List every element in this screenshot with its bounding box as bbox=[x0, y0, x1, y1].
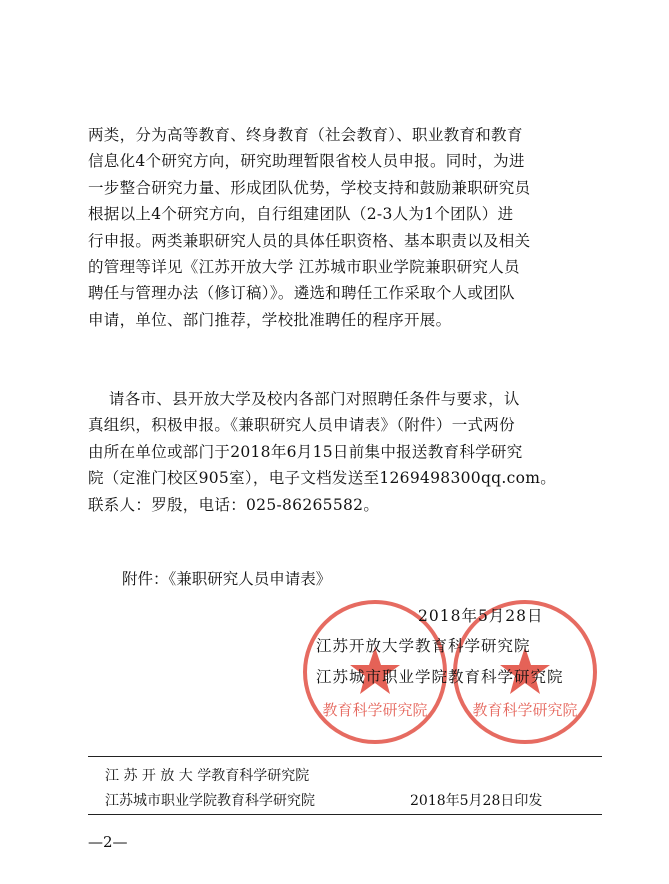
paragraph-line: 行申报。两类兼职研究人员的具体任职资格、基本职责以及相关 bbox=[88, 231, 531, 250]
body-paragraph-2 bbox=[88, 386, 594, 518]
signature-org-1: 江苏开放大学教育科学研究院 bbox=[316, 637, 531, 655]
paragraph-line: 信息化4个研究方向，研究助理暂限省校人员申报。同时，为进 bbox=[88, 152, 525, 171]
seal-right-text: 教育科学研究院 bbox=[472, 701, 578, 719]
paragraph-line: 两类，分为高等教育、终身教育（社会教育）、职业教育和教育 bbox=[88, 126, 523, 144]
paragraph-line: 真组织，积极申报。《兼职研究人员申请表》（附件）一式两份 bbox=[88, 416, 515, 435]
signature-org-2: 江苏城市职业学院教育科学研究院 bbox=[316, 668, 564, 686]
page-number: —2— bbox=[88, 833, 128, 851]
body-paragraph-1 bbox=[88, 122, 594, 333]
paragraph-line: 院（定淮门校区905室），电子文档发送至1269498300qq.com。 bbox=[88, 469, 557, 488]
attachment-note: 附件：《兼职研究人员申请表》 bbox=[122, 570, 332, 588]
signature-date: 2018年5月28日 bbox=[418, 607, 544, 625]
paragraph-line: 联系人：罗殷，电话：025-86265582。 bbox=[88, 495, 380, 514]
paragraph-line: 请各市、县开放大学及校内各部门对照聘任条件与要求，认 bbox=[88, 390, 520, 408]
footer-org-2: 江苏城市职业学院教育科学研究院 bbox=[105, 793, 315, 809]
paragraph-line: 聘任与管理办法（修订稿）》。遴选和聘任工作采取个人或团队 bbox=[88, 284, 515, 303]
paragraph-line: 的管理等详见《江苏开放大学 江苏城市职业学院兼职研究人员 bbox=[88, 258, 520, 277]
footer-bottom-rule bbox=[88, 814, 602, 815]
footer-print-date: 2018年5月28日印发 bbox=[410, 793, 543, 809]
paragraph-line: 由所在单位或部门于2018年6月15日前集中报送教育科学研究 bbox=[88, 442, 523, 461]
paragraph-line: 根据以上4个研究方向，自行组建团队（2-3人为1个团队）进 bbox=[88, 205, 514, 224]
seal-left-text: 教育科学研究院 bbox=[322, 701, 428, 719]
footer-org-1: 江 苏 开 放 大 学教育科学研究院 bbox=[105, 768, 310, 784]
footer-top-rule bbox=[88, 756, 602, 757]
paragraph-line: 申请，单位、部门推荐，学校批准聘任的程序开展。 bbox=[88, 310, 452, 329]
paragraph-line: 一步整合研究力量、形成团队优势，学校支持和鼓励兼职研究员 bbox=[88, 178, 531, 197]
